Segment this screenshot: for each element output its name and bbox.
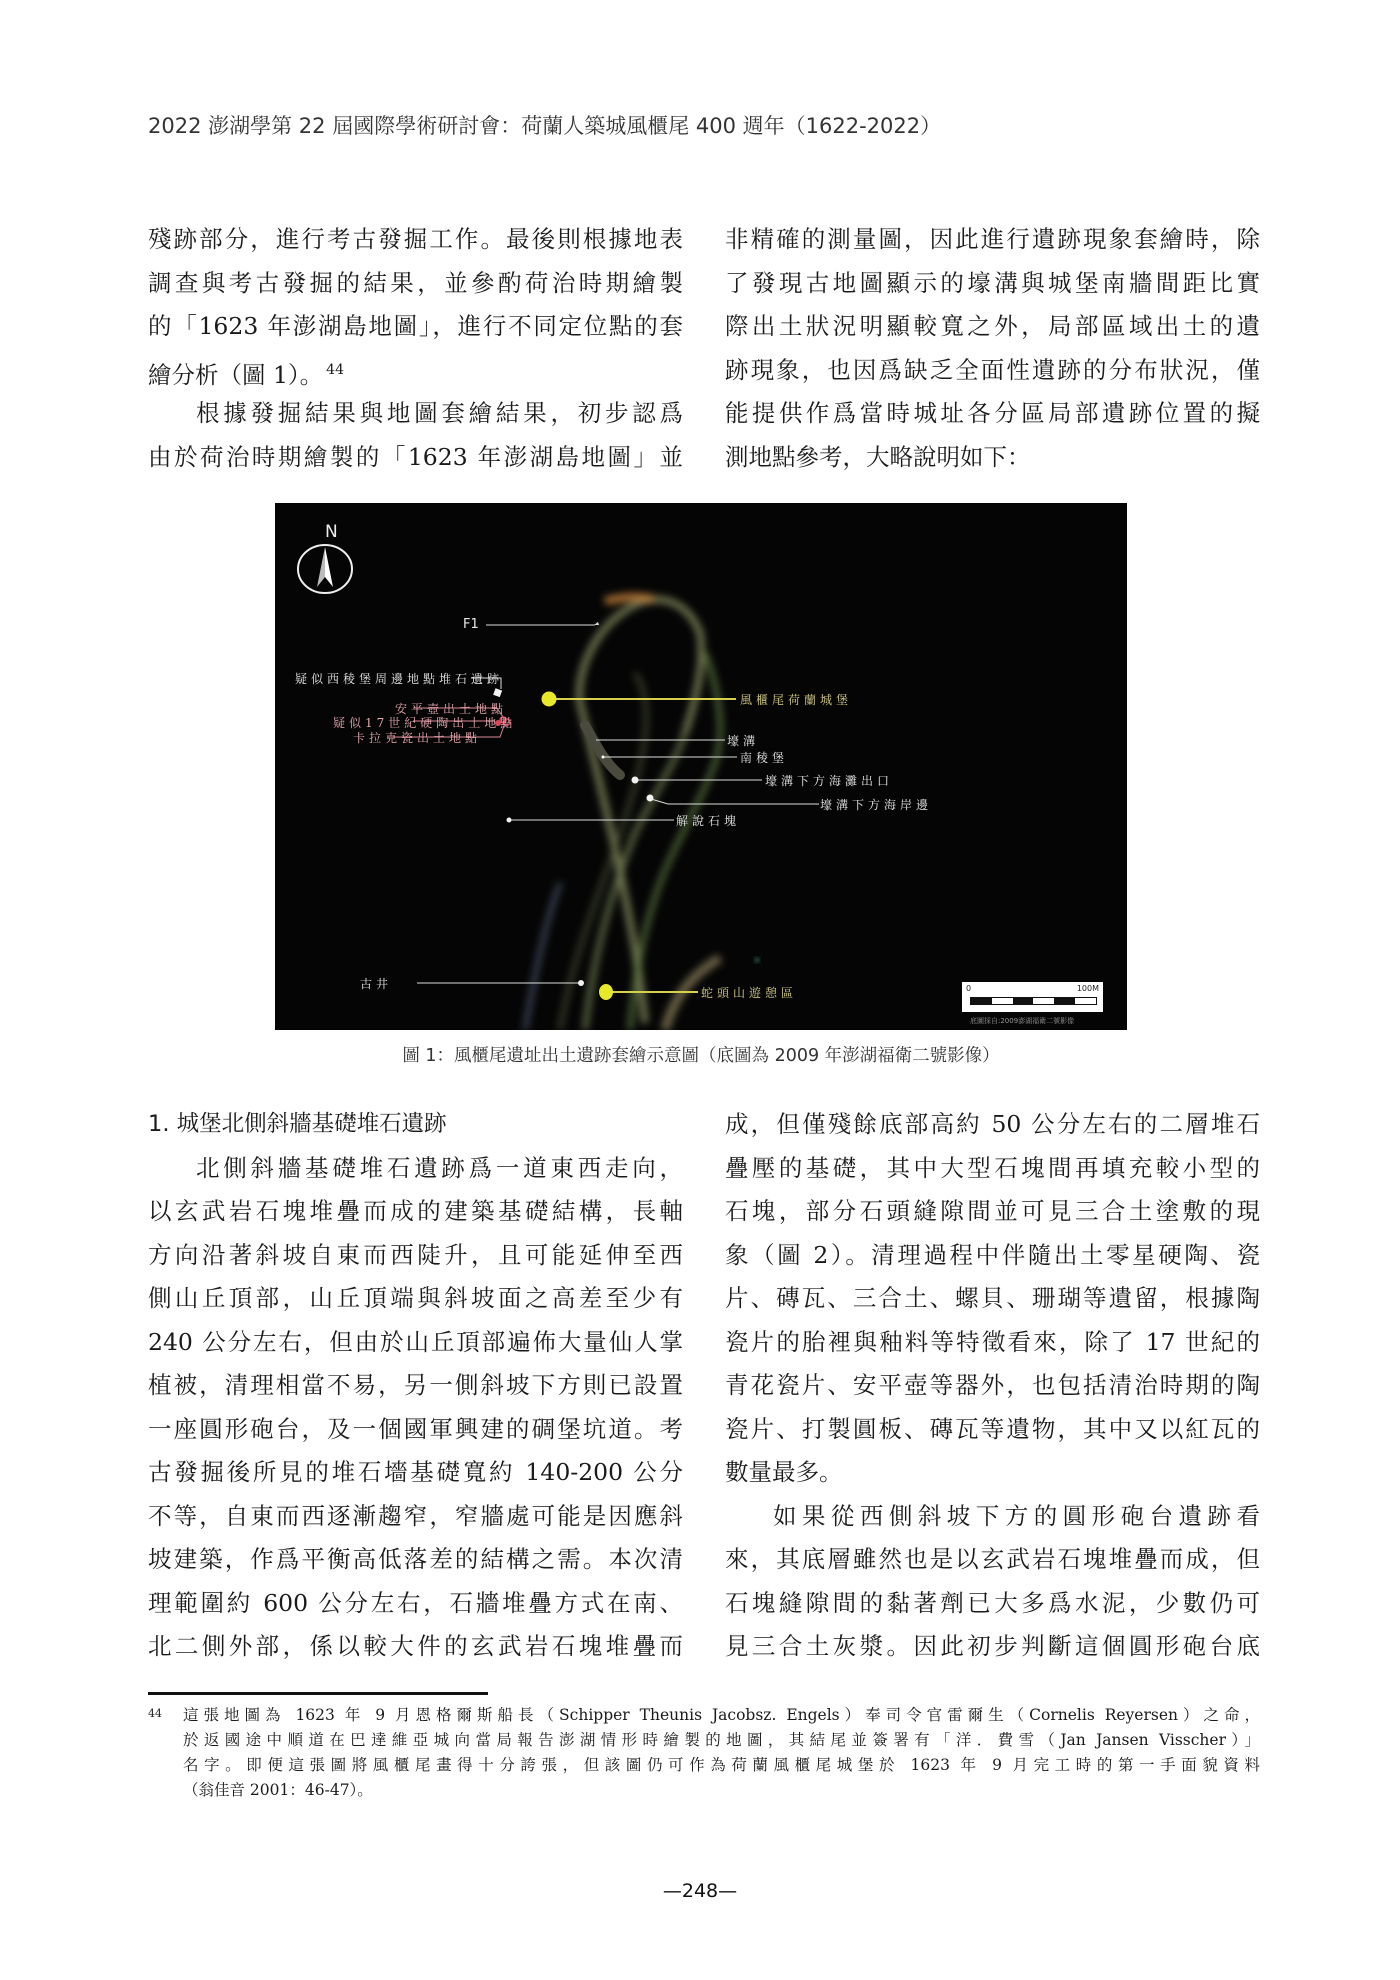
body-line xyxy=(148,349,683,393)
label-west-bastion-stones: 疑似西稜堡周邊地點堆石遺跡 xyxy=(295,672,504,686)
body-line: 如果從西側斜坡下方的圓形砲台遺跡看 xyxy=(773,1501,1260,1530)
body-line: 非精確的測量圖，因此進行遺跡現象套繪時，除 xyxy=(725,225,1260,253)
body-line: 調查與考古發掘的結果，並參酌荷治時期繪製 xyxy=(148,268,683,297)
label-anping-jar: 安平壺出土地點 xyxy=(395,702,508,716)
page-number: —248— xyxy=(662,1880,738,1902)
body-line: 瓷片、打製圓板、磚瓦等遺物，其中又以紅瓦的 xyxy=(725,1414,1260,1443)
body-line: 以玄武岩石塊堆疊而成的建築基礎結構，長軸 xyxy=(148,1197,683,1225)
label-old-well: 古井 xyxy=(360,977,393,991)
footnote-44 xyxy=(148,1703,1260,1803)
body-line: 能提供作爲當時城址各分區局部遺跡位置的擬 xyxy=(725,399,1260,427)
beach-outlet-marker xyxy=(632,777,639,784)
body-line: 240 公分左右，但由於山丘頂部遍佈大量仙人掌 xyxy=(148,1327,683,1356)
body-line: 根據發掘結果與地圖套繪結果，初步認爲 xyxy=(196,399,683,427)
body-line: 北二側外部，係以較大件的玄武岩石塊堆疊而 xyxy=(148,1632,683,1660)
south-bastion-marker xyxy=(602,756,605,759)
top-right-column xyxy=(725,218,1260,479)
label-stone-tablet: 解說石塊 xyxy=(676,814,741,828)
f1-marker xyxy=(594,622,599,625)
fort-marker xyxy=(542,692,557,707)
scale-bar-segments xyxy=(970,997,1097,1005)
scale-bar xyxy=(962,982,1103,1012)
footnote-line: 名字。即便這張圖將風櫃尾畫得十分誇張，但該圖仍可作為荷蘭風櫃尾城堡於 1623 年 9 月完工時的第一手面貌資料 xyxy=(183,1756,1260,1774)
label-moat-beach-outlet: 壕溝下方海灘出口 xyxy=(765,774,894,788)
west-bastion-marker xyxy=(493,688,502,697)
body-line: 見三合土灰漿。因此初步判斷這個圓形砲台底 xyxy=(725,1632,1260,1660)
snake-head-park-marker xyxy=(599,984,613,1000)
stone-tablet-marker xyxy=(507,818,512,823)
body-line: 一座圓形砲台，及一個國軍興建的碉堡坑道。考 xyxy=(148,1414,683,1443)
scale-start-label: 0 xyxy=(966,984,972,993)
footnote-ref[interactable]: 44 xyxy=(326,361,344,378)
shore-marker xyxy=(647,795,654,802)
footnote-number: 44 xyxy=(148,1707,162,1720)
body-line: 成，但僅殘餘底部高約 50 公分左右的二層堆石 xyxy=(725,1110,1260,1138)
body-line: 來，其底層雖然也是以玄武岩石塊堆疊而成，但 xyxy=(725,1545,1260,1573)
body-line: 象（圖 2）。清理過程中伴隨出土零星硬陶、瓷 xyxy=(725,1240,1260,1269)
bottom-right-column xyxy=(725,1103,1260,1669)
top-left-column xyxy=(148,218,683,479)
body-line: 疊壓的基礎，其中大型石塊間再填充較小型的 xyxy=(725,1153,1260,1182)
label-stoneware-17c: 疑似17世紀硬陶出土地點 xyxy=(333,716,517,730)
map-source-note: 底圖採自:2009澎湖福衛二號影像 xyxy=(970,1017,1075,1025)
running-header: 2022 澎湖學第 22 屆國際學術研討會：荷蘭人築城風櫃尾 400 週年（1622-2022） xyxy=(148,114,942,138)
body-line: 坡建築，作爲平衡高低落差的結構之需。本次清 xyxy=(148,1545,683,1573)
label-moat: 壕溝 xyxy=(727,734,760,748)
body-line: 側山丘頂部，山丘頂端與斜坡面之高差至少有 xyxy=(148,1284,683,1312)
footnote-line: 這張地圖為 1623 年 9 月恩格爾斯船長（Schipper Theunis Jacobsz. Engels）奉司令官雷爾生（Cornelis Reyersen）之命， xyxy=(183,1706,1260,1724)
label-kraak: 卡拉克瓷出土地點 xyxy=(353,731,482,745)
body-line: 殘跡部分，進行考古發掘工作。最後則根據地表 xyxy=(148,225,683,253)
body-line: 石塊縫隙間的黏著劑已大多爲水泥，少數仍可 xyxy=(725,1588,1260,1617)
body-line: 植被，清理相當不易，另一側斜坡下方則已設置 xyxy=(148,1371,683,1399)
label-snake-head-park: 蛇頭山遊憩區 xyxy=(701,986,798,1000)
teal-speck xyxy=(755,958,759,962)
body-line: 的「1623 年澎湖島地圖」，進行不同定位點的套 xyxy=(148,312,683,340)
body-line: 瓷片的胎裡與釉料等特徵看來，除了 17 世紀的 xyxy=(725,1327,1260,1356)
old-well-marker xyxy=(578,980,584,986)
body-line: 際出土狀況明顯較寬之外，局部區域出土的遺 xyxy=(725,312,1260,340)
footnote-divider xyxy=(148,1692,488,1695)
label-fort: 風櫃尾荷蘭城堡 xyxy=(740,693,853,707)
scale-end-label: 100M xyxy=(1076,984,1099,993)
north-label: N xyxy=(325,522,338,542)
body-line: 數量最多。 xyxy=(725,1458,843,1486)
body-line: 方向沿著斜坡自東而西陡升，且可能延伸至西 xyxy=(148,1240,683,1269)
footnote-line: 於返國途中順道在巴達維亞城向當局報告澎湖情形時繪製的地圖，其結尾並簽署有「洋．費雪（Jan Jansen Visscher）」 xyxy=(183,1731,1260,1749)
label-moat-shore: 壕溝下方海岸邊 xyxy=(820,798,933,812)
body-line: 理範圍約 600 公分左右，石牆堆疊方式在南、 xyxy=(148,1588,683,1617)
label-south-bastion: 南稜堡 xyxy=(740,751,789,765)
body-line: 北側斜牆基礎堆石遺跡爲一道東西走向， xyxy=(196,1153,683,1182)
body-line: 青花瓷片、安平壺等器外，也包括清治時期的陶 xyxy=(725,1371,1260,1399)
north-arrow-icon xyxy=(298,545,352,593)
body-line: 跡現象，也因爲缺乏全面性遺跡的分布狀況，僅 xyxy=(725,355,1260,384)
body-line: 片、磚瓦、三合土、螺貝、珊瑚等遺留，根據陶 xyxy=(725,1284,1260,1312)
figure-1-map xyxy=(275,503,1127,1030)
map-graphic xyxy=(275,503,1127,1030)
body-line-text: 繪分析（圖 1）。 xyxy=(148,360,324,389)
bottom-left-column xyxy=(148,1103,683,1669)
body-line: 由於荷治時期繪製的「1623 年澎湖島地圖」並 xyxy=(148,442,683,471)
figure-caption: 圖 1：風櫃尾遺址出土遺跡套繪示意圖（底圖為 2009 年澎湖福衛二號影像） xyxy=(402,1046,1000,1066)
section-heading: 1. 城堡北側斜牆基礎堆石遺跡 xyxy=(148,1111,447,1137)
label-f1: F1 xyxy=(463,617,479,632)
footnote-line: （翁佳音 2001：46-47）。 xyxy=(183,1781,373,1799)
body-line: 測地點參考，大略說明如下： xyxy=(725,442,1031,471)
body-line: 了發現古地圖顯示的壕溝與城堡南牆間距比實 xyxy=(725,268,1260,297)
body-line: 古發掘後所見的堆石墻基礎寬約 140-200 公分 xyxy=(148,1458,683,1486)
body-line: 不等，自東而西逐漸趨窄，窄牆處可能是因應斜 xyxy=(148,1501,683,1530)
body-line: 石塊，部分石頭縫隙間並可見三合土塗敷的現 xyxy=(725,1197,1260,1225)
